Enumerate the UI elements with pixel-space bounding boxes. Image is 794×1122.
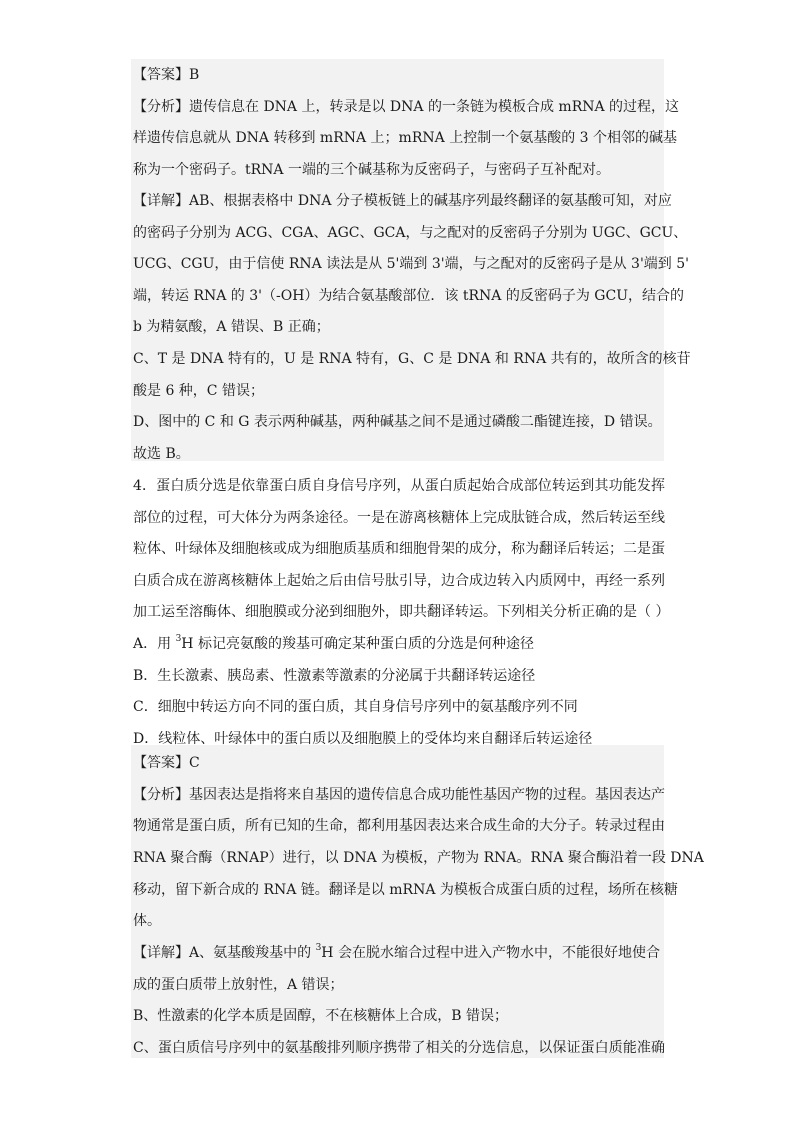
- answer-label: 【答案】B: [133, 67, 200, 83]
- option-a: A．用 $^3$H 标记亮氨酸的羧基可确定某种蛋白质的分选是何种途径: [133, 634, 534, 652]
- analysis-line: 称为一个密码子。tRNA 一端的三个碱基称为反密码子，与密码子互补配对。: [133, 162, 610, 178]
- analysis-line: 体。: [133, 913, 161, 929]
- question-stem-line: 粒体、叶绿体及细胞核或成为细胞质基质和细胞骨架的成分，称为翻译后转运；二是蛋: [133, 541, 665, 557]
- detail-line: 端，转运 RNA 的 3'（-OH）为结合氨基酸部位．该 tRNA 的反密码子为 GCU，结合的: [133, 288, 684, 304]
- detail-line: 故选 B。: [133, 446, 190, 462]
- detail-line: UCG、CGU，由于信使 RNA 读法是从 5'端到 3'端，与之配对的反密码子是从 3'端到 5': [133, 256, 690, 272]
- option-c: C．细胞中转运方向不同的蛋白质，其自身信号序列中的氨基酸序列不同: [133, 699, 578, 715]
- detail-line: C、T 是 DNA 特有的，U 是 RNA 特有，G、C 是 DNA 和 RNA 共有的，故所含的核苷: [133, 351, 691, 367]
- option-d: D．线粒体、叶绿体中的蛋白质以及细胞膜上的受体均来自翻译后转运途径: [133, 731, 593, 747]
- answer-label: 【答案】C: [133, 755, 200, 771]
- analysis-line: 移动，留下新合成的 RNA 链。翻译是以 mRNA 为模板合成蛋白质的过程，场所在核糖: [133, 882, 678, 898]
- detail-line: b 为精氨酸，A 错误、B 正确；: [133, 319, 330, 335]
- analysis-line: 样遗传信息就从 DNA 转移到 mRNA 上；mRNA 上控制一个氨基酸的 3 个相邻的碱基: [133, 130, 677, 146]
- detail-line: 的密码子分别为 ACG、CGA、AGC、GCA，与之配对的反密码子分别为 UGC、GCU、: [133, 225, 688, 241]
- analysis-line: 【分析】遗传信息在 DNA 上，转录是以 DNA 的一条链为模板合成 mRNA 的过程，这: [133, 99, 680, 115]
- question-stem-line: 部位的过程，可大体分为两条途径。一是在游离核糖体上完成肽链合成，然后转运至线: [133, 510, 665, 526]
- detail-line: B、性激素的化学本质是固醇，不在核糖体上合成，B 错误；: [133, 1008, 509, 1024]
- detail-line: 【详解】AB、根据表格中 DNA 分子模板链上的碱基序列最终翻译的氨基酸可知，对应: [133, 193, 672, 209]
- detail-line: C、蛋白质信号序列中的氨基酸排列顺序携带了相关的分选信息，以保证蛋白质能准确: [133, 1040, 665, 1056]
- analysis-line: RNA 聚合酶（RNAP）进行，以 DNA 为模板，产物为 RNA。RNA 聚合酶沿着一段 DNA: [133, 850, 704, 866]
- question-stem-line: 白质合成在游离核糖体上起始之后由信号肽引导，边合成边转入内质网中，再经一系列: [133, 573, 665, 589]
- question-stem-line: 4．蛋白质分选是依靠蛋白质自身信号序列，从蛋白质起始合成部位转运到其功能发挥: [133, 478, 665, 494]
- detail-line: 【详解】A、氨基酸羧基中的 $^3$H 会在脱水缩合过程中进入产物水中，不能很好地使合: [133, 943, 660, 961]
- analysis-line: 物通常是蛋白质，所有已知的生命，都利用基因表达来合成生命的大分子。转录过程由: [133, 818, 665, 834]
- option-b: B．生长激素、胰岛素、性激素等激素的分泌属于共翻译转运途径: [133, 668, 536, 684]
- question-stem-line: 加工运至溶酶体、细胞膜或分泌到细胞外，即共翻译转运。下列相关分析正确的是（ ）: [133, 604, 670, 620]
- answer-paren: （ ）: [637, 604, 670, 620]
- analysis-line: 【分析】基因表达是指将来自基因的遗传信息合成功能性基因产物的过程。基因表达产: [133, 787, 665, 803]
- detail-line: D、图中的 C 和 G 表示两种碱基，两种碱基之间不是通过磷酸二酯键连接，D 错误。: [133, 414, 662, 430]
- detail-line: 酸是 6 种，C 错误；: [133, 383, 264, 399]
- detail-line: 成的蛋白质带上放射性，A 错误；: [133, 977, 344, 993]
